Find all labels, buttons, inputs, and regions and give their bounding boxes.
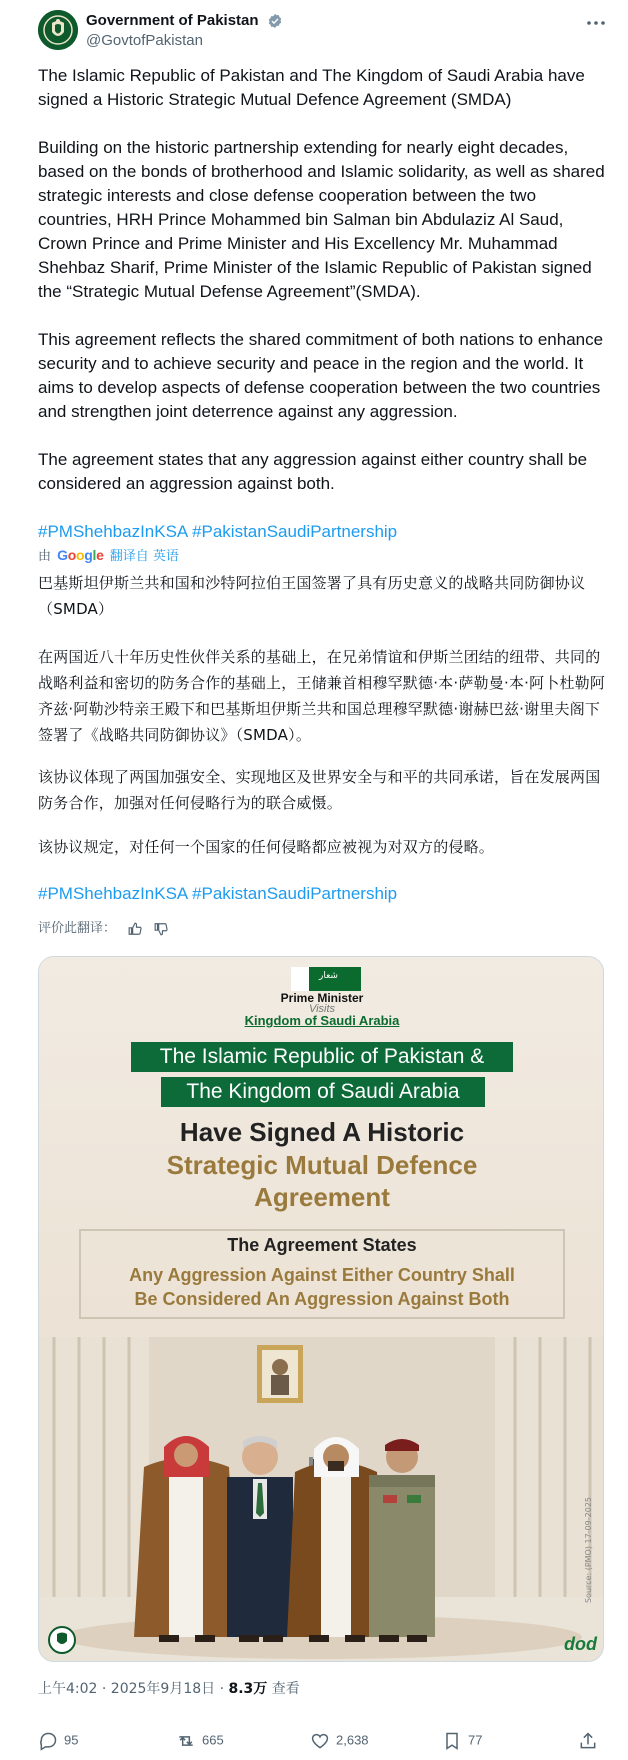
bookmark-count: 77 xyxy=(468,1732,483,1748)
reply-count: 95 xyxy=(64,1732,79,1748)
google-logo: Google xyxy=(57,547,104,563)
like-count: 2,638 xyxy=(336,1732,369,1748)
hashtag-link[interactable]: #PakistanSaudiPartnership xyxy=(192,522,398,541)
hashtag-link[interactable]: #PMShehbazInKSA xyxy=(38,522,188,541)
translation-paragraph-1: 巴基斯坦伊斯兰共和国和沙特阿拉伯王国签署了具有历史意义的战略共同防御协议（SMDA） xyxy=(38,574,586,618)
poster-banner-1: The Islamic Republic of Pakistan & xyxy=(131,1042,513,1072)
translated-by-google xyxy=(38,546,179,566)
share-icon xyxy=(578,1731,598,1751)
handle[interactable]: @GovtofPakistan xyxy=(86,31,203,49)
tweet-timestamp[interactable]: 上午4:02 · 2025年9月18日 xyxy=(38,1681,216,1697)
display-name[interactable]: Government of Pakistan xyxy=(86,11,259,29)
like-button[interactable] xyxy=(310,1728,369,1752)
pm-visit-line2: Visits xyxy=(308,1003,336,1015)
verified-badge-icon xyxy=(267,13,283,29)
tweet-paragraph-4: The agreement states that any aggression against either country shall be considered an aggression against both. xyxy=(38,450,588,493)
photo-source: Source: (PMO) 17-09-2025 xyxy=(584,1496,593,1603)
reply-button[interactable] xyxy=(38,1728,78,1752)
tweet-paragraph-1: The Islamic Republic of Pakistan and The Kingdom of Saudi Arabia have signed a Historic Strategic Mutual Defence Agreement (SMDA) xyxy=(38,66,585,109)
bookmark-icon xyxy=(442,1731,462,1751)
flags-icon xyxy=(291,967,361,991)
watermark-text: dod xyxy=(564,1634,597,1654)
hashtag-link[interactable]: #PakistanSaudiPartnership xyxy=(192,884,398,903)
poster-headline-1: Have Signed A Historic xyxy=(179,1117,465,1147)
signing-photo xyxy=(39,1337,604,1662)
rate-translation xyxy=(38,920,168,938)
flag-script: شعار xyxy=(319,971,338,981)
pakistan-emblem-icon xyxy=(38,10,78,50)
agreement-line-1: Any Aggression Against Either Country Shall xyxy=(129,1265,515,1285)
translation-paragraph-2: 在两国近八十年历史性伙伴关系的基础上，在兄弟情谊和伊斯兰团结的纽带、共同的战略利益和密切的防务合作的基础上，王储兼首相穆罕默德·本·萨勒曼·本·阿卜杜勒阿齐兹·阿勒沙特亲王殿下和巴基斯坦伊斯兰共和国总理穆罕默德·谢赫巴兹·谢里夫阁下签署了《战略共同防御协议》（SMDA）。 xyxy=(38,648,606,744)
tweet-paragraph-3: This agreement reflects the shared commitment of both nations to enhance security and to achieve security and peace in the region and the world. It aims to develop aspects of defense cooperation between the two countries and strengthen joint deterrence against any aggression. xyxy=(38,330,604,421)
view-count: 8.3万 xyxy=(228,1681,268,1697)
translated-by-label: 由 xyxy=(38,549,52,564)
poster-headline-2a: Strategic Mutual Defence xyxy=(166,1150,478,1180)
pm-visit-line3: Kingdom of Saudi Arabia xyxy=(244,1013,400,1028)
translation-paragraph-4: 该协议规定，对任何一个国家的任何侵略都应被视为对双方的侵略。 xyxy=(38,838,495,856)
agreement-box-text xyxy=(81,1263,563,1311)
thumbs-up-icon[interactable] xyxy=(128,922,142,936)
avatar[interactable] xyxy=(38,10,78,50)
repost-button[interactable] xyxy=(176,1728,224,1752)
poster-graphic xyxy=(39,957,604,1337)
thumbs-down-icon[interactable] xyxy=(154,922,168,936)
translation-hashtags xyxy=(38,882,608,906)
poster-banner-2: The Kingdom of Saudi Arabia xyxy=(161,1077,485,1107)
bookmark-button[interactable] xyxy=(442,1728,482,1752)
dod-watermark xyxy=(564,1634,597,1655)
translation-paragraph-3: 该协议体现了两国加强安全、实现地区及世界安全与和平的共同承诺，旨在发展两国防务合作，加强对任何侵略行为的联合威慑。 xyxy=(38,768,601,812)
hashtag-link[interactable]: #PMShehbazInKSA xyxy=(38,884,188,903)
poster-headline-2b: Agreement xyxy=(254,1182,390,1212)
more-options-icon[interactable] xyxy=(584,14,608,32)
hashtags xyxy=(38,520,608,544)
rate-translation-label: 评价此翻译： xyxy=(38,921,117,936)
reply-icon xyxy=(38,1731,58,1751)
translation-source-link[interactable]: 翻译自 英语 xyxy=(109,549,179,564)
poster-headline-2 xyxy=(39,1149,604,1213)
view-label: 查看 xyxy=(271,1681,300,1697)
tweet-meta: 上午4:02 · 2025年9月18日 · 8.3万 查看 xyxy=(38,1681,300,1697)
share-button[interactable] xyxy=(578,1728,604,1752)
repost-count: 665 xyxy=(202,1732,224,1748)
pakistan-emblem-icon xyxy=(47,1625,77,1655)
pm-visit-line1: Prime Minister xyxy=(280,991,364,1005)
tweet-media-image[interactable] xyxy=(38,956,604,1662)
tweet-header xyxy=(38,10,608,52)
repost-icon xyxy=(176,1731,196,1751)
agreement-box xyxy=(79,1229,565,1319)
tweet-paragraph-2: Building on the historic partnership extending for nearly eight decades, based on the bonds of brotherhood and Islamic solidarity, as well as shared strategic interests and close defense cooperation between the two countries, HRH Prince Mohammed bin Salman bin Abdulaziz Al Saud, Crown Prince and Prime Minister and His Excellency Mr. Muhammad Shehbaz Sharif, Prime Minister of the Islamic Republic of Pakistan signed the “Strategic Mutual Defense Agreement”(SMDA). xyxy=(38,138,605,301)
tweet-actions xyxy=(38,1728,604,1752)
agreement-line-2: Be Considered An Aggression Against Both xyxy=(134,1289,510,1309)
heart-icon xyxy=(310,1731,330,1751)
agreement-box-title: The Agreement States xyxy=(227,1235,417,1255)
